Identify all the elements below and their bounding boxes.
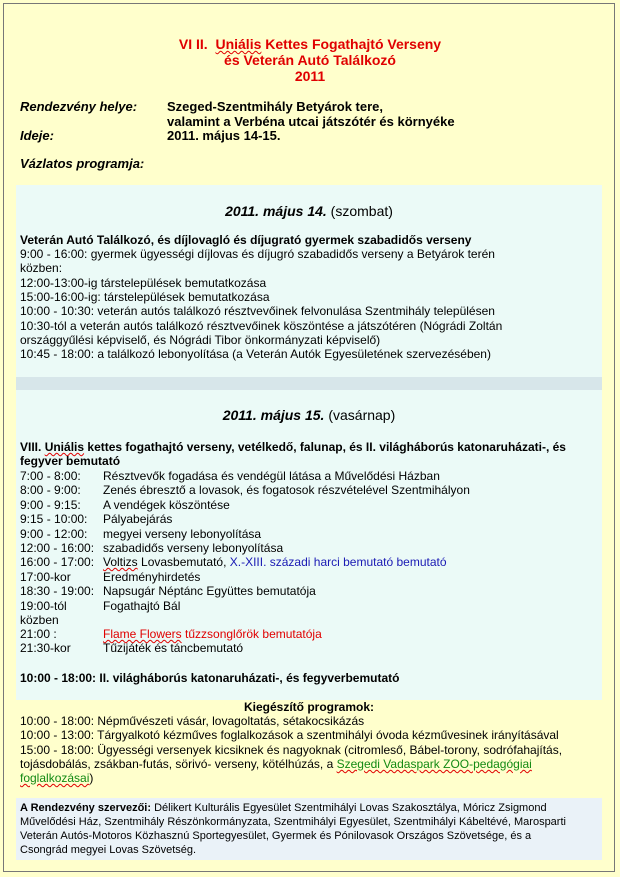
- schedule-row: [20, 527, 261, 541]
- extra-line: 10:00 - 13:00: Tárgyalkotó kézműves foglalkozások a szentmihályi óvoda kézművesinek irányításával: [20, 728, 559, 742]
- schedule-time: 12:00 - 16:00:: [20, 541, 95, 555]
- date-value: 2011. május 14-15.: [167, 128, 281, 143]
- schedule-text: Tűzijáték és táncbemutató: [103, 641, 244, 655]
- voltizs-rest: Lovasbemutató,: [137, 555, 230, 569]
- day1-title: Veterán Autó Találkozó, és díjlovagló és díjugrató gyermek szabadidős verseny: [20, 233, 472, 247]
- schedule-row-fireworks: [20, 641, 243, 655]
- title-line-1: [0, 36, 620, 52]
- schedule-row: [20, 469, 440, 483]
- voltizs-word: Voltizs: [103, 555, 138, 569]
- voltizs-blue: X.-XIII. századi harci bemutató bemutató: [229, 555, 447, 569]
- extra-text: tojásdobálás, zsákban-futás, sörivó- verseny, kötélhúzás, a: [20, 757, 337, 771]
- title-line-2: és Veterán Autó Találkozó: [224, 52, 396, 68]
- schedule-time: 16:00 - 17:00:: [20, 555, 95, 569]
- schedule-time: 18:30 - 19:00:: [20, 584, 95, 599]
- schedule-row-flame: [20, 627, 322, 641]
- schedule-text: Fogathajtó Bál: [103, 598, 181, 613]
- schedule-time: 8:00 - 9:00:: [20, 483, 81, 498]
- title-year: 2011: [294, 68, 326, 84]
- day2-date: 2011. május 15.: [222, 407, 325, 423]
- flame-flowers: Flame Flowers: [103, 627, 182, 641]
- kozben-line: közben: [20, 613, 59, 627]
- schedule-text: szabadidős verseny lebonyolítása: [103, 541, 284, 555]
- schedule-time: 21:00 :: [20, 627, 57, 641]
- extra-line: 15:00 - 18:00: Ügyességi versenyek kicsiknek és nagyoknak (citromleső, Bábel-torony, sodrófahajítás,: [20, 743, 563, 757]
- day2-title-rest: kettes fogathajtó verseny, vetélkedő, falunap, és II. világháborús katonaruházati-, és: [87, 440, 566, 454]
- day2-title-roman: VIII.: [20, 440, 42, 454]
- date-label: Ideje:: [20, 128, 54, 143]
- day1-line: 10:00 - 10:30: veterán autós találkozó résztvevőinek felvonulása Szentmihály településen: [20, 304, 495, 318]
- schedule-row: [20, 599, 180, 613]
- schedule-time: 17:00-kor: [20, 570, 71, 584]
- day1-line: országgyűlési képviselő, és Nógrádi Tibor önkormányzati képviselő): [20, 333, 381, 347]
- flame-rest: tűzzsonglőrök bemutatója: [181, 627, 322, 641]
- organizers-line-2: Művelődési Ház, Szentmihály Részönkormányzata, Szentmihályi Egyesület, Szentmihályi Kábeltévé, Marosparti: [20, 816, 566, 828]
- day2-heading: [16, 407, 602, 423]
- organizers-section: [16, 798, 602, 860]
- organizers-line-1: [20, 801, 547, 815]
- day1-date: 2011. május 14.: [225, 203, 327, 219]
- organizers-line-3: Veterán Autós-Motoros Közhasznú Sportegyesület, Gyermek és Pónilovasok Országos Szövetsége, és a: [20, 830, 532, 842]
- organizers-label: A Rendezvény szervezői:: [20, 802, 152, 814]
- day1-line: 10:45 - 18:00: a találkozó lebonyolítása (a Veterán Autók Egyesületének szervezésében): [20, 347, 491, 361]
- title-rest: Kettes Fogathajtó Verseny: [265, 36, 442, 52]
- organizers-line-4: Csongrád megyei Lovas Szövetség.: [20, 844, 197, 856]
- section-divider: [16, 377, 602, 390]
- day1-line: 12:00-13:00-ig társtelepülések bemutatkozása: [20, 276, 267, 290]
- title-unialis: Uniális: [215, 36, 262, 52]
- schedule-row: [20, 498, 230, 512]
- schedule-time: 7:00 - 8:00:: [20, 469, 81, 483]
- day2-title-line-2: fegyver bemutató: [20, 454, 121, 468]
- zoo-link-text-2: foglalkozásai: [20, 771, 90, 785]
- schedule-time: 9:00 - 9:15:: [20, 497, 81, 512]
- day2-section: [16, 390, 602, 700]
- military-program: 10:00 - 18:00: II. világháborús katonaruházati-, és fegyverbemutató: [20, 671, 400, 685]
- schedule-time: 21:30-kor: [20, 641, 71, 655]
- extra-line: 10:00 - 18:00: Népművészeti vásár, lovagoltatás, sétakocsikázás: [20, 714, 365, 728]
- schedule-row: [20, 483, 470, 497]
- zoo-link-text: Szegedi Vadaspark ZOO-pedagógiai: [336, 757, 532, 771]
- schedule-row-voltizs: [20, 555, 447, 569]
- schedule-text: Pályabejárás: [103, 512, 173, 527]
- day1-weekday: (szombat): [330, 203, 393, 219]
- extra-heading: Kiegészítő programok:: [243, 700, 375, 714]
- schedule-text: Eredményhirdetés: [103, 570, 201, 584]
- title-prefix: VI II.: [178, 36, 208, 52]
- extra-line-5: [20, 771, 93, 785]
- schedule-time: 9:15 - 10:00:: [20, 512, 88, 527]
- schedule-row: [20, 512, 172, 526]
- day1-line: közben:: [20, 261, 63, 275]
- organizers-text: Délikert Kulturális Egyesület Szentmihályi Lovas Szakosztálya, Móricz Zsigmond: [151, 802, 547, 814]
- day2-title-line-1: [20, 440, 566, 454]
- day1-heading: [16, 203, 602, 219]
- day1-section: [16, 185, 602, 377]
- extra-section: [16, 700, 602, 790]
- schedule-text: Napsugár Néptánc Együttes bemutatója: [103, 584, 316, 599]
- schedule-row: [20, 584, 316, 598]
- schedule-row: [20, 541, 283, 555]
- extra-line-4: [20, 757, 532, 771]
- place-line-2: valamint a Verbéna utcai játszótér és környéke: [167, 114, 455, 129]
- schedule-text: A vendégek köszöntése: [103, 497, 230, 512]
- schedule-row: [20, 570, 200, 584]
- place-label: Rendezvény helye:: [20, 99, 138, 114]
- extra-text-end: ): [89, 771, 94, 785]
- schedule-time: 9:00 - 12:00:: [20, 526, 88, 541]
- day2-title-unialis: Uniális: [44, 440, 85, 454]
- day2-weekday: (vasárnap): [328, 407, 396, 423]
- program-label: Vázlatos programja:: [20, 156, 145, 171]
- day1-line: 9:00 - 16:00: gyermek ügyességi díjlovas és díjugró szabadidős verseny a Betyárok terén: [20, 247, 495, 261]
- schedule-text: megyei verseny lebonyolítása: [103, 526, 262, 541]
- day1-line: 15:00-16:00-ig: társtelepülések bemutatkozása: [20, 290, 270, 304]
- place-line-1: Szeged-Szentmihály Betyárok tere,: [167, 99, 384, 114]
- schedule-text: Zenés ébresztő a lovasok, és fogatosok részvételével Szentmihályon: [103, 483, 470, 498]
- schedule-text: Résztvevők fogadása és vendégül látása a Művelődési Házban: [103, 469, 440, 483]
- schedule-time: 19:00-tól: [20, 598, 67, 613]
- day1-line: 10:30-tól a veterán autós találkozó résztvevőinek köszöntése a játszótéren (Nógrádi Zoltán: [20, 319, 503, 333]
